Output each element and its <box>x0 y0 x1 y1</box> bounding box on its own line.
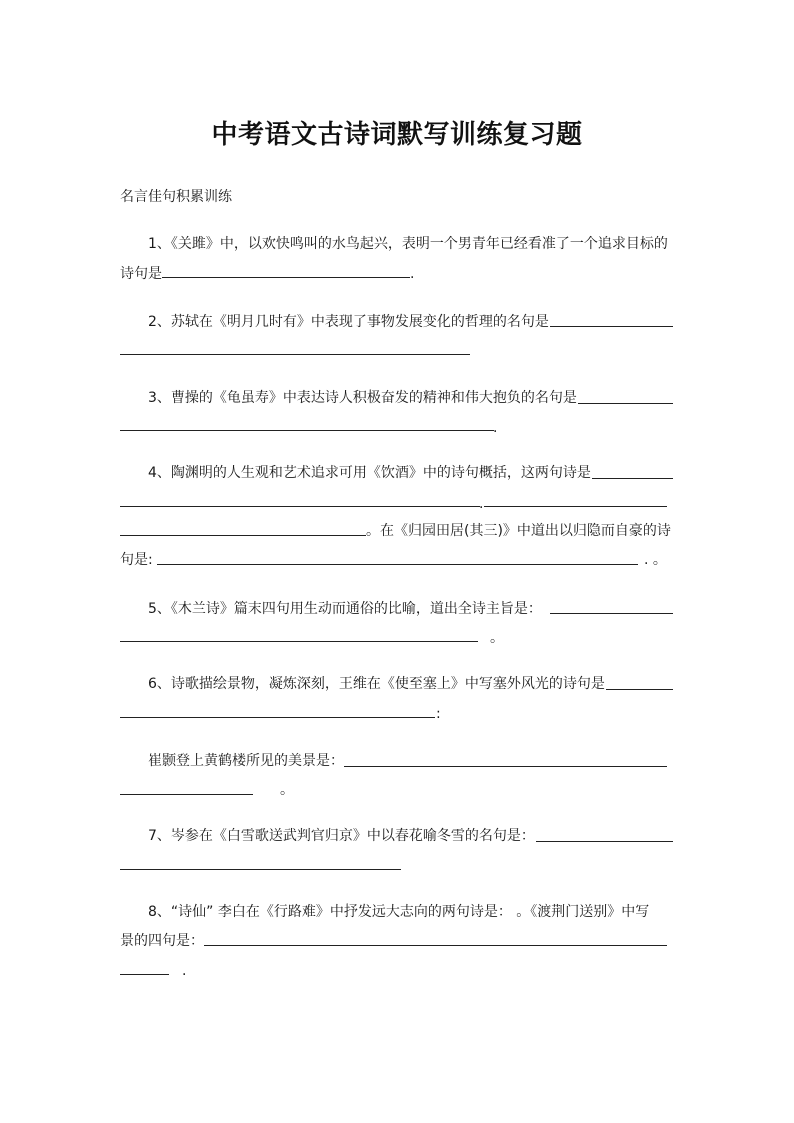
question-8-answer-blank-1[interactable] <box>204 945 667 946</box>
question-6-text-c: 崔颢登上黄鹤楼所见的美景是： <box>148 753 344 769</box>
question-4-answer-blank-3[interactable] <box>484 506 667 507</box>
question-1-answer-blank[interactable] <box>162 263 410 278</box>
question-4-end: . 。 <box>644 552 667 568</box>
question-6-answer-blank-2[interactable] <box>120 717 435 718</box>
question-8-text-b: 景的四句是： <box>120 933 204 949</box>
question-3-text: 3、曹操的《龟虽寿》中表达诗人积极奋发的精神和伟大抱负的名句是 <box>148 390 577 406</box>
question-5-answer-blank-2[interactable] <box>120 641 478 642</box>
question-4-mid: . <box>479 496 484 512</box>
question-4-answer-blank-5[interactable] <box>157 564 638 565</box>
question-8-end: . <box>182 963 187 979</box>
question-8-answer-blank-2[interactable] <box>120 974 169 975</box>
question-2-answer-blank-2[interactable] <box>120 354 470 355</box>
question-5-text: 5、《木兰诗》篇末四句用生动而通俗的比喻，道出全诗主旨是： <box>148 601 542 617</box>
question-3-answer-blank-2[interactable] <box>120 430 494 431</box>
question-7-answer-blank-1[interactable] <box>536 841 673 842</box>
question-6-text: 6、诗歌描绘景物，凝炼深刻，王维在《使至塞上》中写塞外风光的诗句是 <box>148 676 605 692</box>
question-4-answer-blank-2[interactable] <box>120 506 480 507</box>
question-5-answer-blank-1[interactable] <box>550 613 673 614</box>
question-6-end-2: 。 <box>280 782 294 798</box>
question-3-answer-blank-1[interactable] <box>578 403 673 404</box>
page-title: 中考语文古诗词默写训练复习题 <box>211 120 583 150</box>
question-4-text-d: 句是: <box>120 552 153 568</box>
question-3-end: . <box>493 420 498 436</box>
question-6-answer-blank-4[interactable] <box>120 794 253 795</box>
question-4-answer-blank-4[interactable] <box>120 535 366 536</box>
question-1-line-2 <box>120 263 414 284</box>
question-2-answer-blank-1[interactable] <box>550 326 673 327</box>
question-1-end: . <box>410 266 415 282</box>
question-6-answer-blank-1[interactable] <box>606 689 673 690</box>
question-2-text: 2、苏轼在《明月几时有》中表现了事物发展变化的哲理的名句是 <box>148 314 549 330</box>
question-7-answer-blank-2[interactable] <box>120 869 401 870</box>
question-6-answer-blank-3[interactable] <box>344 766 667 767</box>
question-4-answer-blank-1[interactable] <box>592 478 673 479</box>
question-6-end: : <box>436 706 441 722</box>
question-5-end: 。 <box>490 630 504 646</box>
question-4-text-c: 。在《归园田居(其三)》中道出以归隐而自豪的诗 <box>366 523 671 539</box>
question-7-text: 7、岑参在《白雪歌送武判官归京》中以春花喻冬雪的名句是： <box>148 828 535 844</box>
section-title: 名言佳句积累训练 <box>120 189 232 205</box>
question-4-text: 4、陶渊明的人生观和艺术追求可用《饮酒》中的诗句概括，这两句诗是 <box>148 465 591 481</box>
question-1-lead: 诗句是 <box>120 266 162 282</box>
question-8-text: 8、“诗仙” 李白在《行路难》中抒发远大志向的两句诗是： 。《渡荆门送别》中写 <box>148 904 650 920</box>
question-1-text: 1、《关雎》中，以欢快鸣叫的水鸟起兴，表明一个男青年已经看准了一个追求目标的 <box>148 236 668 252</box>
